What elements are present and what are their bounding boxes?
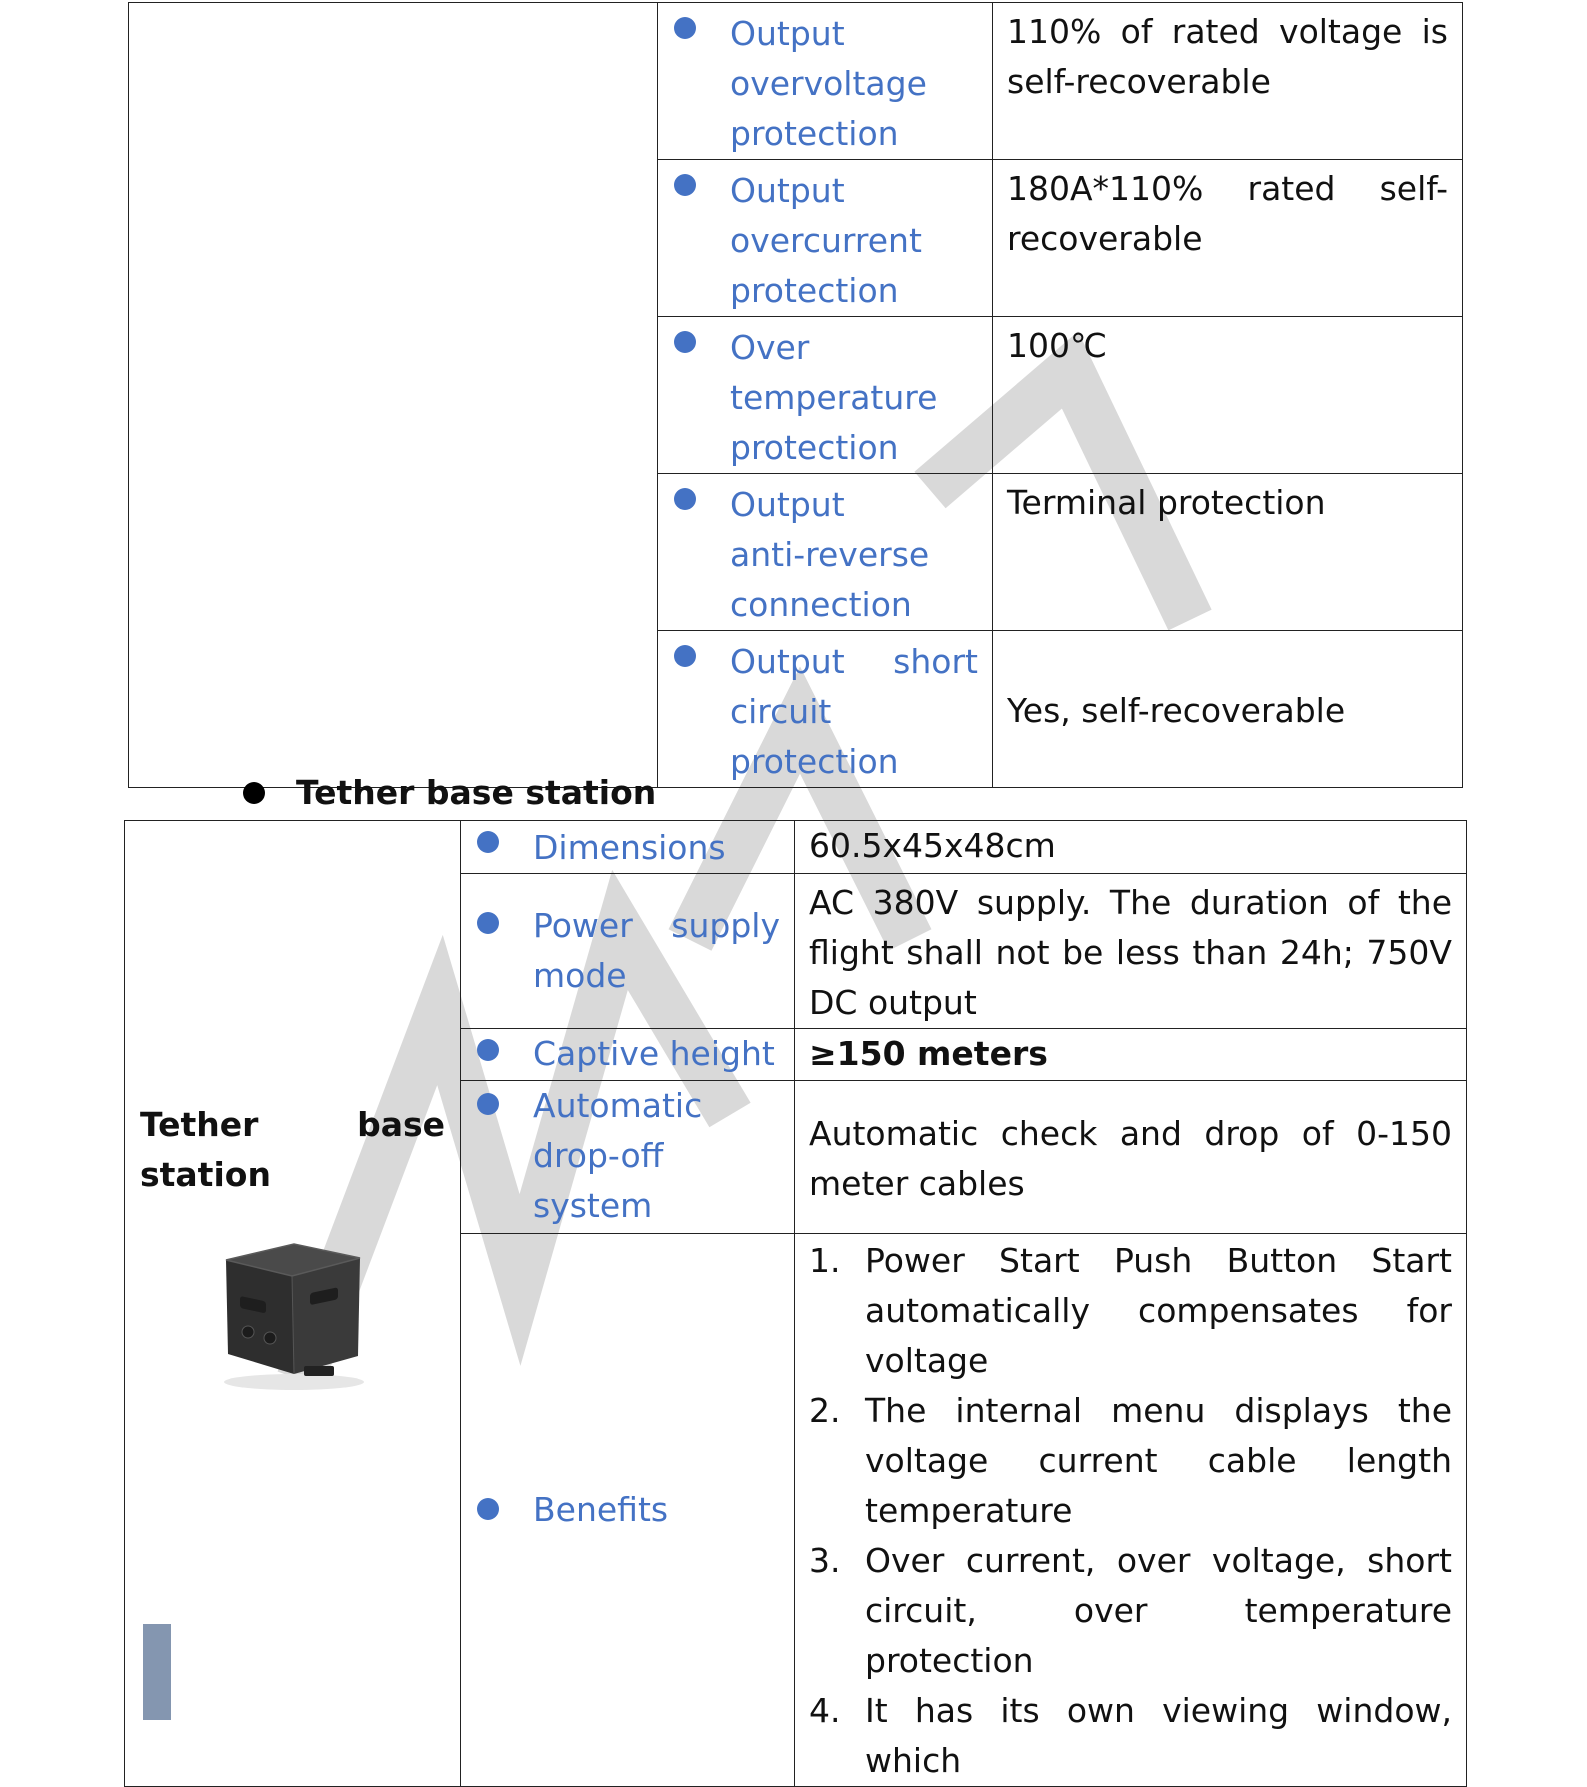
bullet-icon: [674, 17, 696, 39]
bullet-icon: [477, 1093, 499, 1115]
param-name-line: protection: [730, 271, 899, 310]
bullet-icon: [477, 1039, 499, 1061]
param-name-line: mode: [533, 956, 627, 995]
param-value: 60.5x45x48cm: [809, 826, 1056, 865]
row-label-word: station: [140, 1155, 271, 1194]
param-name-line: overcurrent: [730, 221, 922, 260]
protection-table: [128, 2, 1463, 788]
list-number: 2.: [809, 1391, 841, 1430]
bullet-icon: [674, 331, 696, 353]
param-cell: [461, 1081, 795, 1234]
param-value: Terminal protection: [1007, 483, 1326, 522]
section-heading: Tether base station: [296, 773, 657, 812]
list-item: [809, 1536, 1452, 1686]
param-cell: [461, 821, 795, 874]
param-name-line: Benefits: [533, 1490, 669, 1529]
param-name-line: protection: [730, 114, 899, 153]
value-cell: [993, 474, 1463, 631]
list-item: [809, 1386, 1452, 1536]
value-cell: [795, 1029, 1467, 1081]
param-name-line: protection: [730, 742, 899, 781]
param-name-line: Output short: [730, 642, 978, 681]
value-cell: [795, 874, 1467, 1029]
param-value: Automatic check and drop of 0-150 meter cables: [809, 1114, 1452, 1203]
param-name-line: Power supply: [533, 906, 780, 945]
list-number: 3.: [809, 1541, 841, 1580]
list-text: Power Start Push Button Start automatically compensates for voltage: [865, 1241, 1452, 1380]
param-name-line: Dimensions: [533, 828, 726, 867]
param-cell: [658, 631, 993, 788]
param-name-line: Over: [730, 328, 810, 367]
param-cell: [461, 1029, 795, 1081]
param-cell: [658, 474, 993, 631]
param-name-line: Output: [730, 485, 845, 524]
table-row: [125, 821, 1467, 874]
bullet-icon: [674, 174, 696, 196]
param-name-line: anti-reverse: [730, 535, 930, 574]
row-label: [140, 1100, 445, 1200]
param-name-line: Automatic: [533, 1086, 703, 1125]
param-name-line: overvoltage: [730, 64, 927, 103]
param-name-line: circuit: [730, 692, 832, 731]
param-value: ≥150 meters: [809, 1034, 1048, 1073]
row-label-word: base: [357, 1105, 445, 1144]
bullet-icon: [674, 645, 696, 667]
bullet-icon: [243, 782, 265, 804]
row-label-word: Tether: [140, 1105, 259, 1144]
param-cell: [658, 317, 993, 474]
benefits-list: [809, 1236, 1452, 1786]
list-item: [809, 1236, 1452, 1386]
bullet-icon: [674, 488, 696, 510]
param-cell: [461, 874, 795, 1029]
param-value: 180A*110% rated self-recoverable: [1007, 169, 1448, 258]
value-cell: [993, 3, 1463, 160]
param-name-line: temperature: [730, 378, 938, 417]
page-side-bar: [143, 1624, 171, 1720]
param-value: 100℃: [1007, 326, 1108, 365]
empty-label-cell: [129, 3, 658, 788]
param-cell: [658, 160, 993, 317]
value-cell: [795, 1081, 1467, 1234]
list-text: Over current, over voltage, short circuit, over temperature protection: [865, 1541, 1452, 1680]
param-name-line: Output: [730, 14, 845, 53]
param-name-line: Output: [730, 171, 845, 210]
list-number: 4.: [809, 1691, 841, 1730]
list-text: It has its own viewing window, which: [865, 1691, 1452, 1780]
param-value: AC 380V supply. The duration of the flight shall not be less than 24h; 750V DC output: [809, 883, 1452, 1022]
param-name-line: protection: [730, 428, 899, 467]
list-number: 1.: [809, 1241, 841, 1280]
base-station-image: [212, 1234, 372, 1394]
table-row: [129, 3, 1463, 160]
list-text: The internal menu displays the voltage current cable length temperature: [865, 1391, 1452, 1530]
value-cell: [795, 1234, 1467, 1787]
bullet-icon: [477, 1498, 499, 1520]
value-cell: [993, 160, 1463, 317]
bullet-icon: [477, 831, 499, 853]
param-cell: [461, 1234, 795, 1787]
list-item: [809, 1686, 1452, 1786]
param-name-line: Captive height: [533, 1034, 775, 1073]
value-cell: [993, 631, 1463, 788]
param-name-line: system: [533, 1186, 653, 1225]
param-name-line: drop-off: [533, 1136, 664, 1175]
param-value: Yes, self-recoverable: [1007, 691, 1346, 730]
param-name-line: connection: [730, 585, 912, 624]
value-cell: [795, 821, 1467, 874]
value-cell: [993, 317, 1463, 474]
param-cell: [658, 3, 993, 160]
param-value: 110% of rated voltage is self-recoverable: [1007, 12, 1448, 101]
bullet-icon: [477, 912, 499, 934]
